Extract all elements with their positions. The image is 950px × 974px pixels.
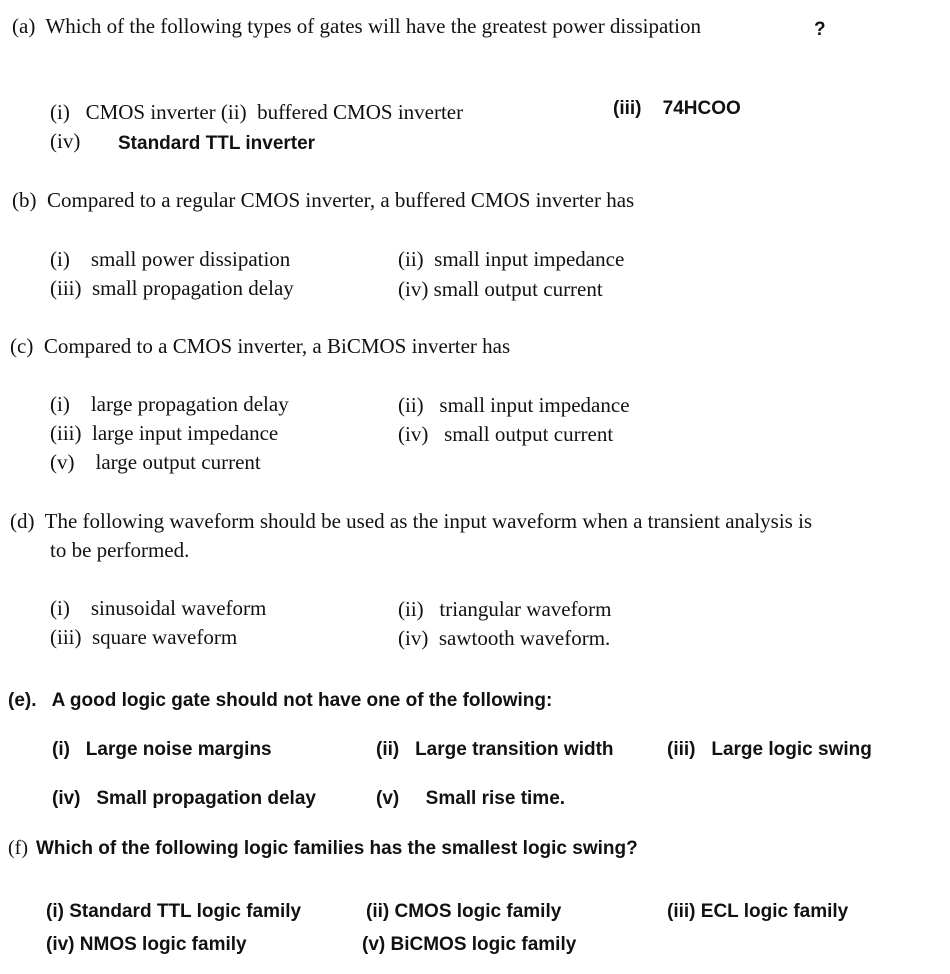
question-text: Which of the following logic families has the smallest logic swing? [35,838,638,859]
option-text: small output current [444,422,614,446]
option-label: (i) [50,596,70,620]
option-text: Small propagation delay [96,788,316,809]
option-text: large input impedance [92,421,279,445]
option-label: (i) [52,739,70,760]
option-label: (iii) [50,421,82,445]
question-label: (a) [12,14,36,38]
question-d-option-2 [398,597,611,621]
question-d-option-4 [398,626,610,650]
question-text: Compared to a regular CMOS inverter, a buffered CMOS inverter has [47,188,635,212]
question-e-option-1 [52,739,272,761]
question-a-option-3 [613,98,741,120]
option-text: large output current [95,450,261,474]
option-text: small power dissipation [90,247,291,271]
question-f-option-4: (iv) NMOS logic family [46,934,247,955]
option-label: (i) [50,247,70,271]
option-text: 74HCOO [662,98,741,119]
question-f-stem [8,837,638,860]
option-label: (i) [50,100,70,124]
question-b-option-3 [50,276,294,300]
option-text: Large noise margins [85,739,272,760]
question-b-stem [12,188,634,212]
option-label: (iii) [50,625,82,649]
option-label: (ii) [398,247,424,271]
option-label: (iv) [398,277,429,301]
question-d-option-1 [50,596,266,620]
option-text: square waveform [92,625,238,649]
question-e-option-4 [52,788,316,810]
question-f-option-3: (iii) ECL logic family [667,901,849,922]
question-d-stem [10,509,812,533]
question-c-option-1 [50,392,289,416]
option-text: small input impedance [434,247,625,271]
option-label: (ii) [376,739,400,760]
option-label: (iii) [667,739,696,760]
option-text: buffered CMOS inverter [257,100,464,124]
option-label: (iv) [398,626,429,650]
question-e-option-5 [376,788,565,810]
question-text: A good logic gate should not have one of the following: [51,690,553,711]
question-a-option-1 [50,100,463,124]
question-b-option-1 [50,247,290,271]
question-c-option-5 [50,450,261,474]
question-label: (f) [8,837,28,859]
question-c-stem [10,334,510,358]
option-label: (i) [50,392,70,416]
option-text: sawtooth waveform. [438,626,611,650]
option-text: small propagation delay [92,276,294,300]
question-a-option-4-label: (iv) [50,129,81,153]
option-text: Large logic swing [711,739,872,760]
option-label: (v) [376,788,400,809]
question-a-option-4: Standard TTL inverter [118,133,316,154]
question-e-option-2 [376,739,614,761]
question-b-option-4 [398,277,603,301]
option-text: sinusoidal waveform [90,596,267,620]
question-c-option-3 [50,421,278,445]
question-label: (b) [12,188,37,212]
option-text: Large transition width [415,739,614,760]
option-label: (ii) [398,597,424,621]
question-label: (e). [8,690,37,711]
question-a-qmark: ? [814,19,826,40]
option-text: small output current [433,277,603,301]
question-f-option-2: (ii) CMOS logic family [366,901,562,922]
question-label: (c) [10,334,34,358]
question-e-stem [8,690,552,712]
question-c-option-2 [398,393,630,417]
question-d-option-3 [50,625,237,649]
option-label: (iv) [398,422,429,446]
question-c-option-4 [398,422,613,446]
question-d-stem-line-2: to be performed. [50,538,190,562]
question-text: Compared to a CMOS inverter, a BiCMOS inverter has [43,334,511,358]
option-text: large propagation delay [90,392,289,416]
option-label: (iv) [52,788,81,809]
option-text: small input impedance [439,393,630,417]
option-label: (iii) [50,276,82,300]
question-text: Which of the following types of gates will have the greatest power dissipation [45,14,701,38]
question-f-option-1: (i) Standard TTL logic family [46,901,302,922]
question-b-option-2 [398,247,624,271]
question-e-option-3 [667,739,872,761]
option-label: (v) [50,450,75,474]
question-text: The following waveform should be used as the input waveform when a transient analysis is [44,509,813,533]
option-text: CMOS inverter [85,100,216,124]
question-label: (d) [10,509,35,533]
option-label: (ii) [220,100,247,124]
question-a-stem [12,14,701,38]
option-label: (ii) [398,393,424,417]
option-text: Small rise time. [425,788,566,809]
option-text: triangular waveform [439,597,612,621]
option-label: (iii) [613,98,642,119]
question-f-option-5: (v) BiCMOS logic family [362,934,577,955]
